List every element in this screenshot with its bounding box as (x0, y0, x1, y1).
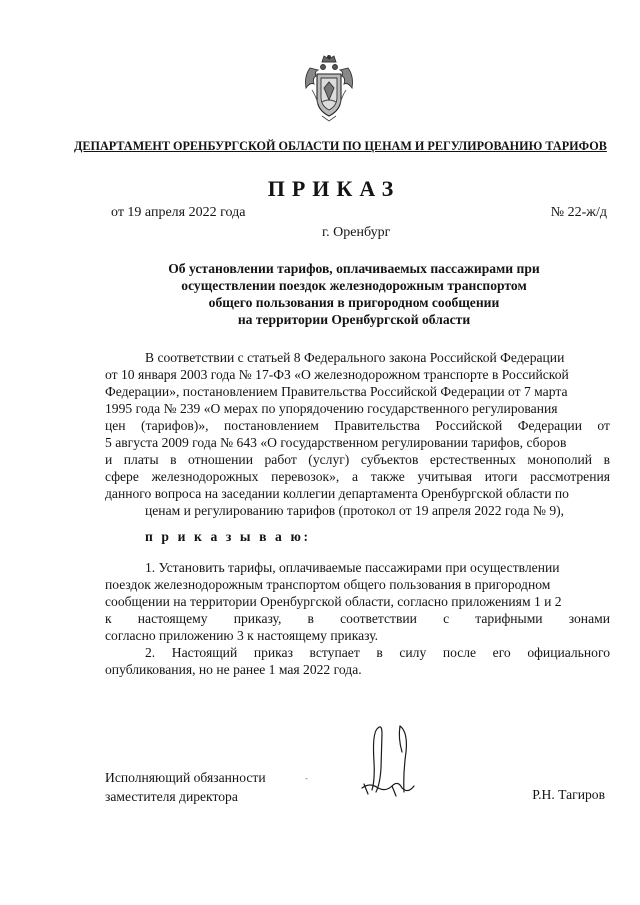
title-line: общего пользования в пригородном сообщении (208, 295, 500, 310)
handwritten-signature (348, 722, 428, 808)
document-type-heading: ПРИКАЗ (267, 176, 401, 201)
title-line: Об установлении тарифов, оплачиваемых пассажирами при (168, 261, 540, 276)
preamble-line: ценам и регулированию тарифов (протокол от 19 апреля 2022 года № 9), (145, 503, 565, 518)
order-keyword: п р и к а з ы в а ю: (145, 529, 311, 544)
signatory-position (105, 768, 266, 806)
order-points (105, 559, 610, 678)
signatory-name: Р.Н. Тагиров (532, 787, 605, 802)
coat-of-arms-emblem (300, 54, 358, 122)
order-title (112, 260, 596, 328)
point-line: к настоящему приказу, в соответствии с тарифными зонами (105, 611, 610, 626)
point-line: сообщении на территории Оренбургской области, согласно приложениям 1 и 2 (105, 594, 562, 609)
preamble-line: 1995 года № 239 «О мерах по упорядочению государственного регулирования (105, 401, 558, 416)
preamble-line: Федерации», постановлением Правительства Российской Федерации от 7 марта (105, 384, 568, 399)
order-number: № 22-ж/д (550, 205, 607, 220)
order-city: г. Оренбург (322, 225, 391, 240)
preamble-line: цен (тарифов)», постановлением Правительства Российской Федерации от (105, 418, 610, 433)
title-line: осуществлении поездок железнодорожным транспортом (181, 278, 527, 293)
preamble-line: данного вопроса на заседании коллегии департамента Оренбургской области по (105, 486, 569, 501)
point-line: опубликования, но не ранее 1 мая 2022 года. (105, 662, 362, 677)
point-line: согласно приложению 3 к настоящему приказу. (105, 628, 379, 643)
department-header: ДЕПАРТАМЕНТ ОРЕНБУРГСКОЙ ОБЛАСТИ ПО ЦЕНАМ И РЕГУЛИРОВАНИЮ ТАРИФОВ (74, 139, 607, 153)
point-line: 1. Установить тарифы, оплачиваемые пассажирами при осуществлении (145, 560, 560, 575)
preamble-line: от 10 января 2003 года № 17-ФЗ «О железнодорожном транспорте в Российской (105, 367, 569, 382)
scan-mark: - (305, 773, 308, 783)
preamble-paragraph (105, 349, 610, 519)
preamble-line: 5 августа 2009 года № 643 «О государственном регулировании тарифов, сборов (105, 435, 567, 450)
order-date: от 19 апреля 2022 года (111, 205, 246, 220)
signatory-position-line: Исполняющий обязанности (105, 770, 266, 785)
signatory-position-line: заместителя директора (105, 789, 238, 804)
preamble-line: и платы в отношении работ (услуг) субъектов ерстественных монополий в (105, 452, 610, 467)
point-line: 2. Настоящий приказ вступает в силу после его официального (145, 645, 610, 660)
title-line: на территории Оренбургской области (237, 312, 471, 327)
point-line: поездок железнодорожным транспортом общего пользования в пригородном (105, 577, 551, 592)
preamble-line: сфере железнодорожных перевозок», а также учитывая итоги рассмотрения (105, 469, 610, 484)
preamble-line: В соответствии с статьей 8 Федерального закона Российской Федерации (145, 350, 565, 365)
